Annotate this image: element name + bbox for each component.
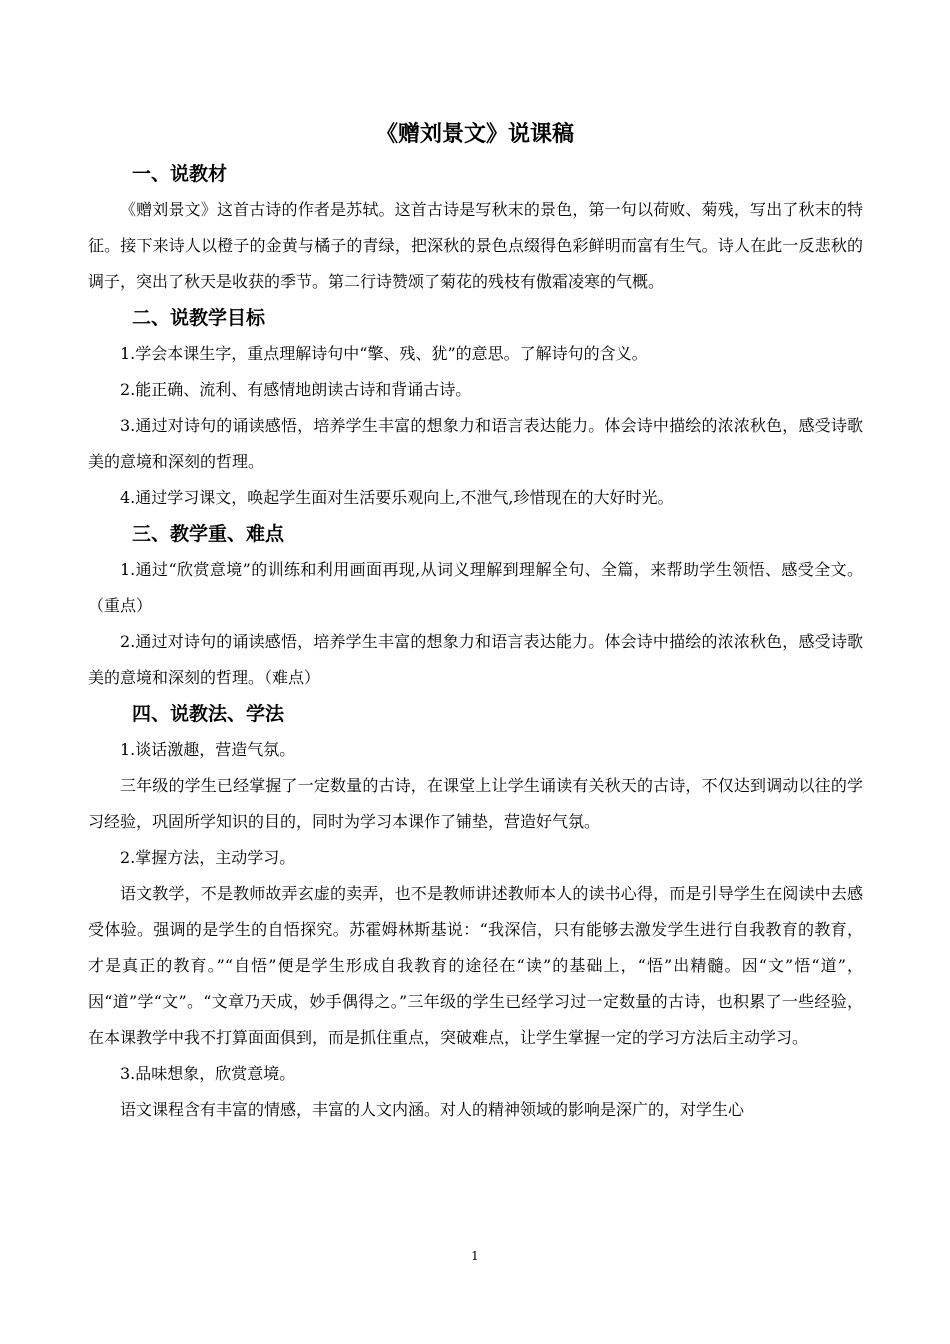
paragraph: 3.通过对诗句的诵读感悟，培养学生丰富的想象力和语言表达能力。体会诗中描绘的浓浓秋色，感受诗歌美的意境和深刻的哲理。	[88, 416, 863, 471]
document-title: 《赠刘景文》说课稿	[375, 122, 574, 147]
section-key-difficult-points	[88, 516, 863, 696]
section-teaching-goals	[88, 300, 863, 516]
paragraph: 语文教学，不是教师故弄玄虚的卖弄，也不是教师讲述教师本人的读书心得，而是引导学生在阅读中去感受体验。强调的是学生的自悟探究。苏霍姆林斯基说：“我深信，只有能够去激发学生进行自我教育的教育，才是真正的教育。”“自悟”便是学生形成自我教育的途径在“读”的基础上，“悟”出精髓。因“文”悟“道”，因“道”学“文”。“文章乃天成，妙手偶得之。”三年级的学生已经学习过一定数量的古诗，也积累了一些经验，在本课教学中我不打算面面俱到，而是抓住重点，突破难点，让学生掌握一定的学习方法后主动学习。	[88, 884, 863, 1047]
paragraph: 1.谈话激趣，营造气氛。	[120, 740, 296, 759]
section-heading: 三、教学重、难点	[132, 523, 285, 545]
section-heading: 二、说教学目标	[132, 307, 266, 329]
section-teaching-material	[88, 156, 863, 300]
paragraph: 2.掌握方法，主动学习。	[120, 848, 296, 867]
paragraph: 1.通过“欣赏意境”的训练和利用画面再现,从词义理解到理解全句、全篇，来帮助学生领悟、感受全文。（重点）	[88, 560, 863, 615]
paragraph: 三年级的学生已经掌握了一定数量的古诗，在课堂上让学生诵读有关秋天的古诗，不仅达到调动以往的学习经验，巩固所学知识的目的，同时为学习本课作了铺垫，营造好气氛。	[88, 776, 863, 831]
section-heading: 一、说教材	[132, 163, 228, 185]
paragraph: 4.通过学习课文，唤起学生面对生活要乐观向上,不泄气,珍惜现在的大好时光。	[120, 488, 674, 507]
document-body	[88, 156, 863, 1128]
paragraph: 《赠刘景文》这首古诗的作者是苏轼。这首古诗是写秋末的景色，第一句以荷败、菊残，写出了秋末的特征。接下来诗人以橙子的金黄与橘子的青绿，把深秋的景色点缀得色彩鲜明而富有生气。诗人在此一反悲秋的调子，突出了秋天是收获的季节。第二行诗赞颂了菊花的残枝有傲霜凌寒的气概。	[88, 200, 863, 291]
section-teaching-methods	[88, 696, 863, 1128]
paragraph: 语文课程含有丰富的情感，丰富的人文内涵。对人的精神领域的影响是深广的，对学生心	[120, 1100, 745, 1119]
paragraph: 2.通过对诗句的诵读感悟，培养学生丰富的想象力和语言表达能力。体会诗中描绘的浓浓秋色，感受诗歌美的意境和深刻的哲理。（难点）	[88, 632, 863, 687]
page-number: 1	[471, 1249, 479, 1263]
paragraph: 1.学会本课生字，重点理解诗句中“擎、残、犹”的意思。了解诗句的含义。	[120, 344, 648, 363]
section-heading: 四、说教法、学法	[132, 703, 285, 725]
paragraph: 2.能正确、流利、有感情地朗读古诗和背诵古诗。	[120, 380, 472, 399]
paragraph: 3.品味想象，欣赏意境。	[120, 1064, 296, 1083]
